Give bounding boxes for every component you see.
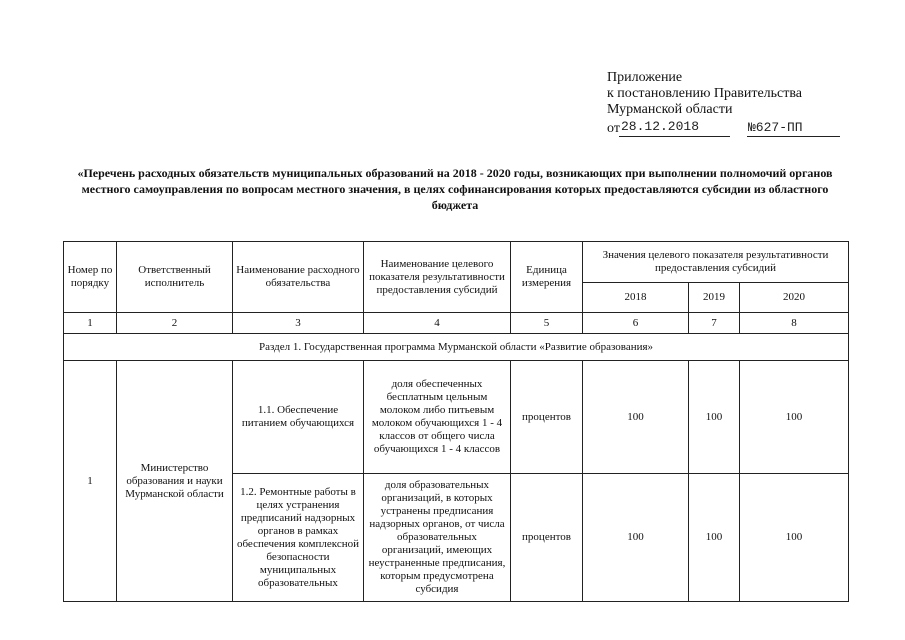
row-indicator: доля образовательных организаций, в которых устранены предписания надзорных органов, от числа образовательных организаций, имеющих неустраненные предписания, которым предусмотрена субсидия bbox=[364, 474, 511, 602]
section-title: Раздел 1. Государственная программа Мурманской области «Развитие образования» bbox=[64, 334, 849, 361]
column-number: 6 bbox=[583, 313, 689, 334]
column-number: 2 bbox=[117, 313, 233, 334]
column-number: 7 bbox=[689, 313, 740, 334]
column-number: 4 bbox=[364, 313, 511, 334]
header-obligation: Наименование расходного обязательства bbox=[233, 242, 364, 313]
appendix-line-3: Мурманской области bbox=[607, 102, 733, 117]
header-year-2019: 2019 bbox=[689, 283, 740, 313]
resolution-signature-line bbox=[607, 119, 847, 137]
row-value-2020: 100 bbox=[740, 474, 849, 602]
row-indicator: доля обеспеченных бесплатным цельным молоком либо питьевым молоком обучающихся 1 - 4 классов от общего числа обучающихся 1 - 4 классов bbox=[364, 361, 511, 474]
row-value-2020: 100 bbox=[740, 361, 849, 474]
header-executor: Ответственный исполнитель bbox=[117, 242, 233, 313]
appendix-line-1: Приложение bbox=[607, 70, 683, 85]
header-year-2018: 2018 bbox=[583, 283, 689, 313]
row-value-2019: 100 bbox=[689, 474, 740, 602]
column-numbers-row bbox=[64, 313, 849, 334]
row-unit: процентов bbox=[511, 361, 583, 474]
header-unit: Единица измерения bbox=[511, 242, 583, 313]
number-underline bbox=[747, 136, 840, 137]
row-value-2019: 100 bbox=[689, 361, 740, 474]
appendix-block bbox=[607, 70, 847, 137]
column-number: 8 bbox=[740, 313, 849, 334]
section-row bbox=[64, 334, 849, 361]
date-underline bbox=[619, 136, 730, 137]
table-row bbox=[64, 361, 849, 474]
header-values-group: Значения целевого показателя результативности предоставления субсидий bbox=[583, 242, 849, 283]
date-prefix: от bbox=[607, 121, 620, 136]
document-title: «Перечень расходных обязательств муниципальных образований на 2018 - 2020 годы, возникающих при выполнении полномочий органов местного самоуправления по вопросам местного значения, в целях софинансирования которых предоставляются субсидии из областного бюджета bbox=[77, 166, 833, 212]
row-unit: процентов bbox=[511, 474, 583, 602]
resolution-number: №627-ПП bbox=[748, 120, 803, 135]
header-number: Номер по порядку bbox=[64, 242, 117, 313]
appendix-line-2: к постановлению Правительства bbox=[607, 86, 803, 101]
row-obligation: 1.1. Обеспечение питанием обучающихся bbox=[233, 361, 364, 474]
column-number: 1 bbox=[64, 313, 117, 334]
row-value-2018: 100 bbox=[583, 474, 689, 602]
header-year-2020: 2020 bbox=[740, 283, 849, 313]
row-obligation: 1.2. Ремонтные работы в целях устранения предписаний надзорных органов в рамках обеспечения комплексной безопасности муниципальных образовательных bbox=[233, 474, 364, 602]
row-executor: Министерство образования и науки Мурманской области bbox=[117, 361, 233, 602]
obligations-table bbox=[63, 241, 849, 602]
column-number: 5 bbox=[511, 313, 583, 334]
column-number: 3 bbox=[233, 313, 364, 334]
header-indicator: Наименование целевого показателя результативности предоставления субсидий bbox=[364, 242, 511, 313]
row-number: 1 bbox=[64, 361, 117, 602]
header-row bbox=[64, 242, 849, 283]
resolution-date: 28.12.2018 bbox=[621, 119, 700, 134]
row-value-2018: 100 bbox=[583, 361, 689, 474]
